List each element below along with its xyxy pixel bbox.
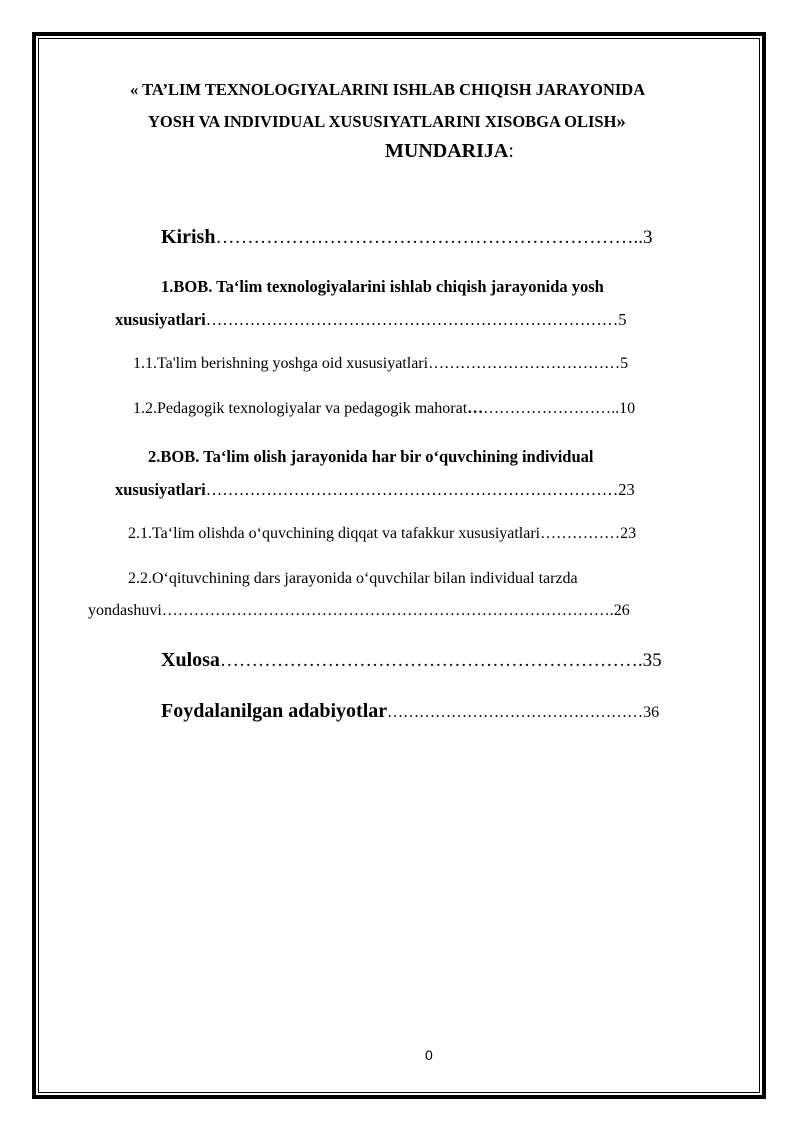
toc-entry-xulosa: Xulosa………………………………………………………….35 — [161, 649, 662, 671]
toc-entry-bob1-title: 1.BOB. Ta‘lim texnologiyalarini ishlab chiqish jarayonida yosh — [161, 277, 604, 296]
toc-entry-bob1: xususiyatlari…………………………………………………………………5 — [115, 310, 627, 329]
document-title-line1: « TA’LIM TEXNOLOGIYALARINI ISHLAB CHIQISH JARAYONIDA — [130, 80, 646, 99]
document-title-line2: YOSH VA INDIVIDUAL XUSUSIYATLARINI XISOBGA OLISH» — [148, 111, 626, 132]
toc-entry-bob2: xususiyatlari…………………………………………………………………23 — [115, 480, 635, 499]
toc-entry-bob2-title: 2.BOB. Ta‘lim olish jarayonida har bir o‘quvchining individual — [148, 447, 594, 466]
page-border-inner — [38, 38, 760, 1093]
toc-entry-kirish: Kirish…………………………………………………………..3 — [161, 226, 653, 248]
toc-heading: MUNDARIJA: — [385, 140, 514, 162]
toc-entry-2-1: 2.1.Ta‘lim olishda o‘quvchining diqqat va tafakkur xususiyatlari……………23 — [128, 525, 637, 542]
toc-entry-2-2: yondashuvi………………………………………………………………………….26 — [88, 602, 630, 619]
toc-entry-2-2-title: 2.2.O‘qituvchining dars jarayonida o‘quvchilar bilan individual tarzda — [128, 570, 578, 587]
page-number: 0 — [425, 1047, 433, 1063]
toc-entry-1-2: 1.2.Pedagogik texnologiyalar va pedagogik mahorat………………………..10 — [133, 400, 636, 417]
toc-entry-adabiyotlar: Foydalanilgan adabiyotlar…………………………………………36 — [161, 700, 660, 722]
toc-entry-1-1: 1.1.Ta'lim berishning yoshga oid xususiyatlari………………………………5 — [133, 355, 629, 372]
